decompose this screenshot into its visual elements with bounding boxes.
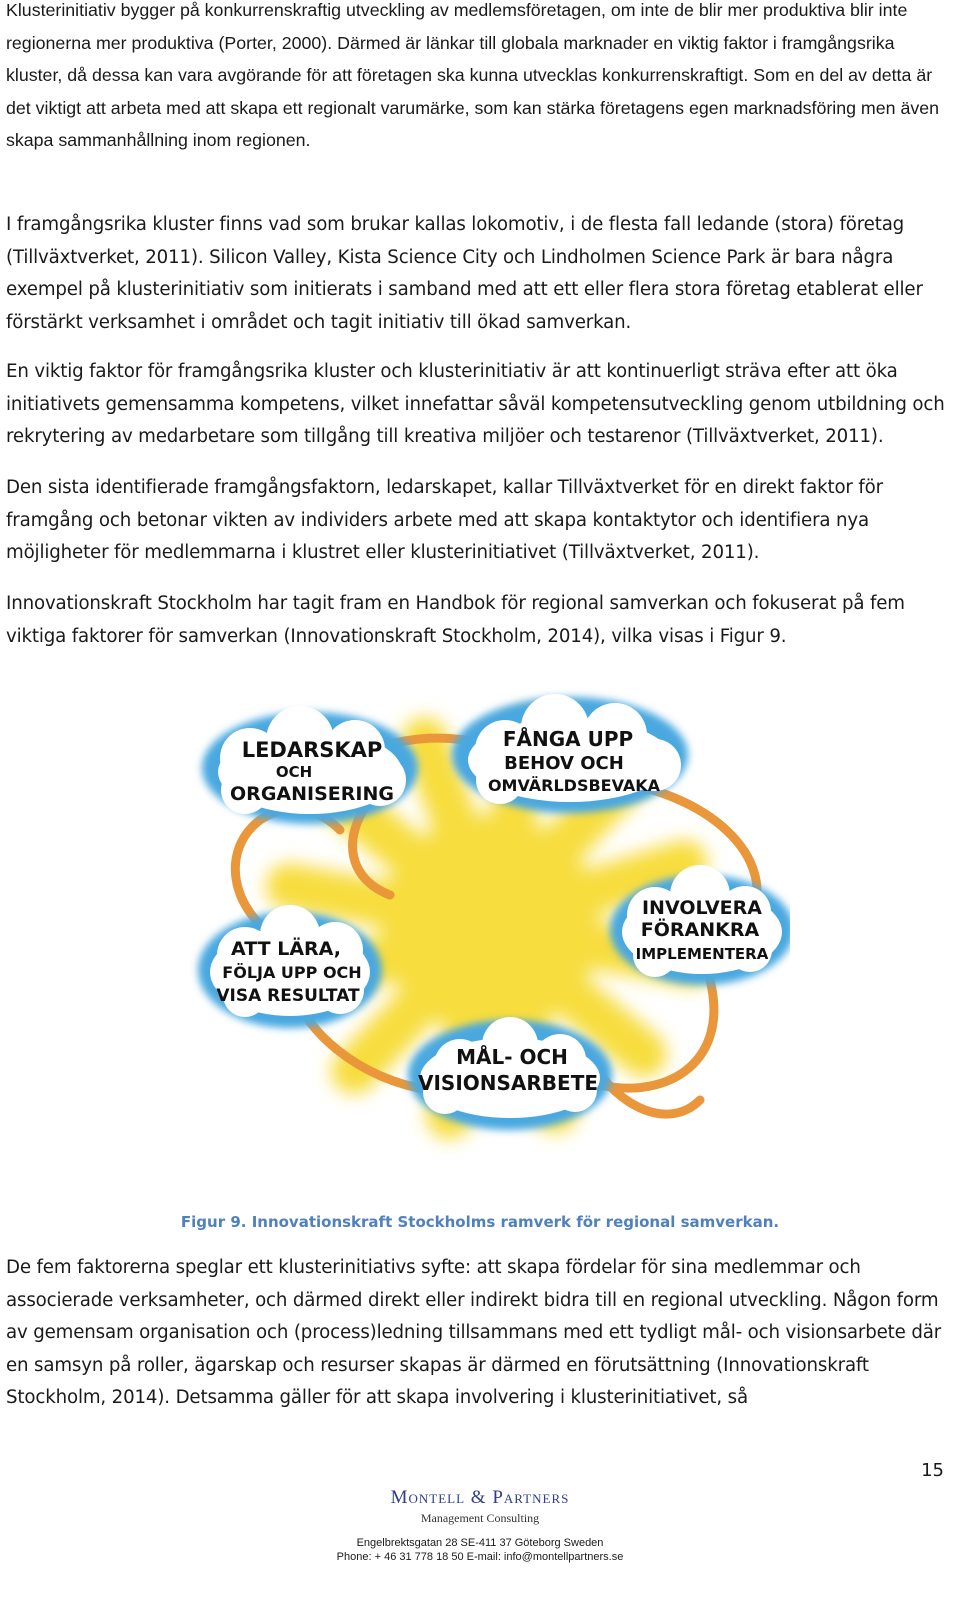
cloud-capture-needs [452, 694, 688, 813]
cloud-goals [408, 1017, 612, 1130]
body-paragraph: Innovationskraft Stockholm har tagit fram en Handbok för regional samverkan och fokuserat på fem viktiga faktorer för samverkan (Innovationskraft Stockholm, 2014), vilka visas i Figur 9. [6, 593, 905, 647]
cloud-learn [198, 905, 382, 1028]
company-logo [0, 1487, 960, 1526]
cloud-text-line: FÖLJA UPP OCH [222, 963, 362, 982]
company-name: Montell & Partners [390, 1487, 570, 1508]
cloud-text-line: OMVÄRLDSBEVAKA [487, 776, 661, 795]
cloud-text-line: INVOLVERA [641, 897, 763, 919]
cloud-text-line: FÖRANKRA [640, 919, 760, 941]
body-paragraph: I framgångsrika kluster finns vad som brukar kallas lokomotiv, i de flesta fall ledande (stora) företag (Tillväxtverket, 2011). Silicon Valley, Kista Science City och Lindholmen Science Park är bara några exempel på klusterinitiativ som initierats i samband med att ett eller flera stora företag etablerat eller förstärkt verksamhet i området och tagit initiativ till ökad samverkan. [6, 214, 923, 333]
body-paragraph: En viktig faktor för framgångsrika kluster och klusterinitiativ är att kontinuerligt sträva efter att öka initiativets gemensamma kompetens, vilket innefattar såväl kompetensutveckling genom utbildning och rekrytering av medarbetare som tillgång till kreativa miljöer och testarenor (Tillväxtverket, 2011). [6, 361, 945, 447]
cloud-text-line: IMPLEMENTERA [635, 945, 769, 963]
body-paragraph: Den sista identifierade framgångsfaktorn, ledarskapet, kallar Tillväxtverket för en direkt faktor för framgång och betonar vikten av individers arbete med att skapa kontaktytor och identifiera nya möjligheter för medlemmarna i klustret eller klusterinitiativet (Tillväxtverket, 2011). [6, 477, 883, 563]
company-tagline: Management Consulting [420, 1511, 540, 1525]
cloud-text-line: FÅNGA UPP [502, 727, 634, 751]
body-paragraph: De fem faktorerna speglar ett klusterinitiativs syfte: att skapa fördelar för sina medlemmar och associerade verksamheter, och därmed direkt eller indirekt bidra till en regional utveckling. Någon form av gemensam organisation och (process)ledning tillsammans med ett tydligt mål- och visionsarbete där en samsyn på roller, ägarskap och resurser skapas är därmed en förutsättning (Innovationskraft Stockholm, 2014). Detsamma gäller för att skapa involvering i klusterinitiativet, så [6, 1257, 942, 1408]
cloud-text-line: VISIONSARBETE [418, 1071, 598, 1095]
cloud-text-line: BEHOV OCH [504, 753, 624, 774]
cloud-text-line: LEDARSKAP [241, 738, 383, 762]
footer-address: Engelbrektsgatan 28 SE-411 37 Göteborg Sweden [356, 1537, 604, 1549]
body-paragraph: Klusterinitiativ bygger på konkurrenskraftig utveckling av medlemsföretagen, om inte de blir mer produktiva blir inte regionerna mer produktiva (Porter, 2000). Därmed är länkar till globala marknader en viktig faktor i framgångsrika kluster, då dessa kan vara avgörande för att företagen ska kunna utvecklas konkurrenskraftigt. Som en del av detta är det viktigt att arbeta med att skapa ett regionalt varumärke, som kan stärka företagens egen marknadsföring men även skapa sammanhållning inom regionen. [6, 0, 940, 150]
cloud-text-line: MÅL- OCH [456, 1045, 568, 1069]
cloud-text-line: VISA RESULTAT [216, 986, 360, 1006]
footer-phone-email: Phone: + 46 31 778 18 50 E-mail: info@montellpartners.se [336, 1551, 624, 1563]
framework-illustration [190, 680, 790, 1160]
framework-figure [190, 680, 790, 1160]
cloud-text-line: OCH [275, 763, 313, 781]
cloud-text-line: ATT LÄRA, [231, 938, 341, 960]
cloud-text-line: ORGANISERING [230, 783, 394, 805]
figure-caption: Figur 9. Innovationskraft Stockholms ramverk för regional samverkan. [180, 1213, 780, 1231]
cloud-leadership [202, 706, 418, 824]
page-number: 15 [921, 1460, 944, 1481]
footer-contact [0, 1536, 960, 1564]
